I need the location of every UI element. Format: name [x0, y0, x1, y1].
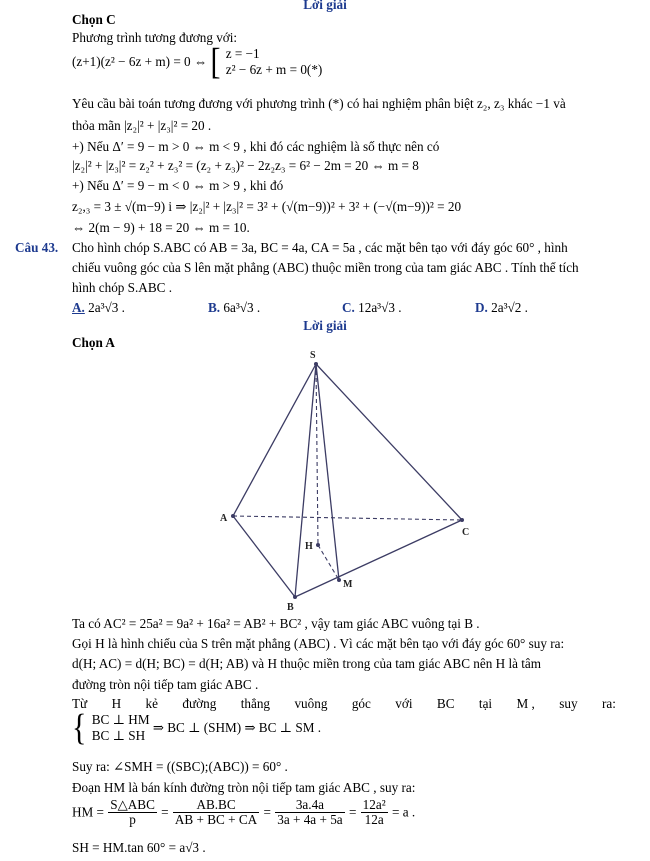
text-line: z₂,₃ = 3 ± √(m−9) i ⇒ |z₂|² + |z₃|² = 3² + (√(m−9))² + 3² + (−√(m−9))² = 20 [72, 199, 462, 214]
option-value: 2a³√3 . [88, 300, 125, 315]
solution-heading: Lời giải [303, 318, 347, 333]
text-line: Suy ra: ∠SMH = ((SBC);(ABC)) = 60° . [72, 759, 288, 774]
equals-sign: = [263, 804, 271, 820]
denominator: p [129, 812, 136, 827]
question-text: chiếu vuông góc của S lên mặt phẳng (ABC) thuộc miền trong của tam giác ABC . Tính thể tích [72, 260, 579, 275]
word: tại [478, 696, 493, 711]
brace-symbol: { [72, 706, 87, 748]
numerator: AB.BC [173, 798, 259, 813]
word: với [395, 696, 413, 711]
edge-sb [295, 364, 316, 597]
option-value: 6a³√3 . [223, 300, 261, 315]
label-s: S [310, 350, 316, 361]
formula-lhs: HM = [72, 804, 104, 820]
edge-ac-hidden [233, 516, 462, 520]
question-text: Cho hình chóp S.ABC có AB = 3a, BC = 4a, CA = 5a , các mặt bên tạo với đáy góc 60° , hình [72, 240, 568, 255]
fraction [361, 798, 388, 827]
word: thẳng [240, 696, 271, 711]
equals-sign: = [348, 804, 357, 820]
equation-case: BC ⊥ SH [91, 728, 146, 743]
option-key: B. [208, 300, 221, 315]
vertex-s [314, 362, 318, 366]
text-line: thỏa mãn |z₂|² + |z₃|² = 20 . [72, 118, 212, 133]
word: đường [182, 696, 217, 711]
word: góc [351, 696, 371, 711]
text-line: |z₂|² + |z₃|² = z₂² + z₃² = (z₂ + z₃)² − 2z₂z₃ = 6² − 2m = 20 ⇔ m = 8 [72, 158, 419, 173]
point-m [337, 578, 341, 582]
label-m: M [343, 579, 353, 590]
label-c: C [462, 527, 470, 538]
denominator: 12a [364, 812, 384, 827]
denominator: AB + BC + CA [174, 812, 258, 827]
vertex-a [231, 514, 235, 518]
word: H [111, 696, 122, 711]
edge-sc [316, 364, 462, 520]
edge-sa [233, 364, 316, 516]
option-key: C. [342, 300, 355, 315]
fraction [108, 798, 157, 827]
point-h [316, 543, 320, 547]
answer-choice-a: Chọn A [72, 335, 115, 350]
option-key: D. [475, 300, 488, 315]
answer-choice-c: Chọn C [72, 12, 116, 27]
equals-sign: = [161, 804, 169, 820]
word: kẻ [145, 696, 158, 711]
fraction [275, 798, 344, 827]
word: Từ [72, 696, 88, 711]
inradius-formula [72, 798, 415, 827]
edge-ab [233, 516, 295, 597]
vertex-c [460, 518, 464, 522]
text-line: Gọi H là hình chiếu của S trên mặt phẳng (ABC) . Vì các mặt bên tạo với đáy góc 60° suy ra: [72, 636, 565, 651]
word: vuông [294, 696, 328, 711]
word: suy [559, 696, 578, 711]
option-value: 2a³√2 . [491, 300, 528, 315]
equation-case: z² − 6z + m = 0(*) [225, 62, 323, 77]
word: BC [436, 696, 455, 711]
option-value: 12a³√3 . [358, 300, 402, 315]
vertex-b [293, 595, 297, 599]
text-line: ⇔ 2(m − 9) + 18 = 20 ⇔ m = 10. [72, 220, 250, 235]
word: ra: [601, 696, 616, 711]
text-line: d(H; AC) = d(H; BC) = d(H; AB) và H thuộc miền trong của tam giác ABC nên H là tâm [72, 656, 542, 671]
text-line: +) Nếu Δ′ = 9 − m < 0 ⇔ m > 9 , khi đó [72, 178, 284, 193]
justified-line [72, 696, 616, 712]
fraction [173, 798, 259, 827]
text-line: đường tròn nội tiếp tam giác ABC . [72, 677, 259, 692]
text-line: SH = HM.tan 60° = a√3 . [72, 840, 206, 855]
equation-case: BC ⊥ HM [91, 712, 150, 727]
text-line: Phương trình tương đương với: [72, 30, 238, 45]
option-key: A. [72, 300, 85, 315]
question-text: hình chóp S.ABC . [72, 280, 173, 295]
equation-system [72, 706, 322, 748]
label-b: B [287, 602, 294, 613]
denominator: 3a + 4a + 5a [277, 812, 343, 827]
word: M , [516, 696, 535, 711]
bracket-symbol: [ [210, 40, 221, 82]
numerator: 3a.4a [275, 798, 344, 813]
text-line: Đoạn HM là bán kính đường tròn nội tiếp tam giác ABC , suy ra: [72, 780, 416, 795]
numerator: 12a² [362, 797, 386, 812]
edge-bc [295, 520, 462, 597]
numerator: S△ABC [110, 797, 155, 812]
equation-cases [92, 712, 150, 744]
equation-left: (z+1)(z² − 6z + m) = 0 ⇔ [72, 54, 208, 69]
question-number: Câu 43. [15, 240, 59, 255]
solution-heading: Lời giải [303, 0, 347, 12]
equation-case: z = −1 [225, 46, 260, 61]
text-line: +) Nếu Δ′ = 9 − m > 0 ⇔ m < 9 , khi đó các nghiệm là số thực nên có [72, 139, 440, 154]
text-line: Ta có AC² = 25a² = 9a² + 16a² = AB² + BC² , vậy tam giác ABC vuông tại B . [72, 616, 480, 631]
equation-right: ⇒ BC ⊥ (SHM) ⇒ BC ⊥ SM . [152, 720, 322, 735]
formula-rhs: = a . [391, 804, 416, 820]
label-h: H [305, 541, 313, 552]
label-a: A [220, 513, 228, 524]
text-line: Yêu cầu bài toán tương đương với phương trình (*) có hai nghiệm phân biệt z₂, z₃ khác −1 và [72, 96, 566, 111]
